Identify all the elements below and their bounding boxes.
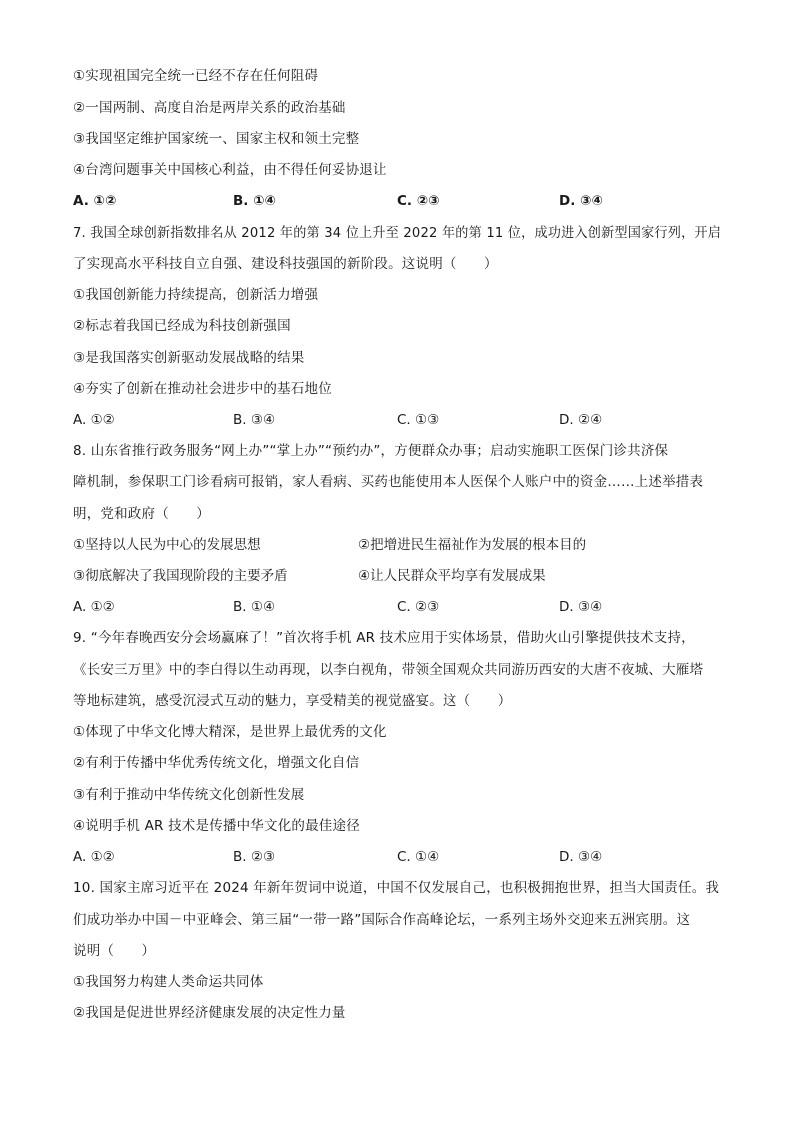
q7-item-1: ①我国创新能力持续提高，创新活力增强 xyxy=(73,287,319,303)
q9-item-2: ②有利于传播中华优秀传统文化，增强文化自信 xyxy=(73,755,360,771)
q9-option-d: D. ③④ xyxy=(559,849,603,865)
q8-option-a: A. ①② xyxy=(73,599,115,615)
q9-item-1: ①体现了中华文化博大精深，是世界上最优秀的文化 xyxy=(73,724,387,740)
q7-option-b: B. ③④ xyxy=(233,412,276,428)
q10-stem-line-3: 说明（ ） xyxy=(73,943,156,959)
q8-stem-line-1: 8. 山东省推行政务服务“网上办”“掌上办”“预约办”，方便群众办事；启动实施职工医保门诊共济保 xyxy=(73,443,669,459)
q9-option-b: B. ②③ xyxy=(233,849,276,865)
q8-item-1: ①坚持以人民为中心的发展思想 xyxy=(73,537,261,553)
q6-option-d: D. ③④ xyxy=(559,193,603,209)
q7-stem-line-1: 7. 我国全球创新指数排名从 2012 年的第 34 位上升至 2022 年的第 11 位，成功进入创新型国家行列，开启 xyxy=(73,225,722,241)
q8-option-d: D. ③④ xyxy=(559,599,603,615)
q8-option-b: B. ①④ xyxy=(233,599,276,615)
q6-item-2: ②一国两制、高度自治是两岸关系的政治基础 xyxy=(73,100,346,116)
q7-option-c: C. ①③ xyxy=(397,412,440,428)
q8-item-3: ③彻底解决了我国现阶段的主要矛盾 xyxy=(73,568,288,584)
q10-stem-line-2: 们成功举办中国－中亚峰会、第三届“一带一路”国际合作高峰论坛，一系列主场外交迎来五洲宾朋。这 xyxy=(73,912,691,928)
q7-item-4: ④夯实了创新在推动社会进步中的基石地位 xyxy=(73,381,332,397)
q9-item-3: ③有利于推动中华传统文化创新性发展 xyxy=(73,787,305,803)
q10-item-2: ②我国是促进世界经济健康发展的决定性力量 xyxy=(73,1005,346,1021)
q10-stem-line-1: 10. 国家主席习近平在 2024 年新年贺词中说道，中国不仅发展自己，也积极拥抱世界，担当大国责任。我 xyxy=(73,880,720,896)
q7-option-d: D. ②④ xyxy=(559,412,603,428)
q6-item-4: ④台湾问题事关中国核心利益，由不得任何妥协退让 xyxy=(73,162,387,178)
q9-stem-line-2: 《长安三万里》中的李白得以生动再现，以李白视角，带领全国观众共同游历西安的大唐不夜城、大雁塔 xyxy=(73,662,704,678)
q7-item-2: ②标志着我国已经成为科技创新强国 xyxy=(73,318,291,334)
q8-option-c: C. ②③ xyxy=(397,599,440,615)
q8-items-row-2 xyxy=(73,567,773,585)
q7-item-3: ③是我国落实创新驱动发展战略的结果 xyxy=(73,350,305,366)
q10-item-1: ①我国努力构建人类命运共同体 xyxy=(73,974,264,990)
q7-options xyxy=(73,411,773,429)
q6-item-1: ①实现祖国完全统一已经不存在任何阻碍 xyxy=(73,68,319,84)
q9-option-a: A. ①② xyxy=(73,849,115,865)
q6-item-3: ③我国坚定维护国家统一、国家主权和领土完整 xyxy=(73,131,360,147)
q6-option-b: B. ①④ xyxy=(233,193,276,209)
q7-stem-line-2: 了实现高水平科技自立自强、建设科技强国的新阶段。这说明（ ） xyxy=(73,256,498,272)
q9-stem-line-1: 9. “今年春晚西安分会场赢麻了！”首次将手机 AR 技术应用于实体场景，借助火山引擎提供技术支持， xyxy=(73,630,695,646)
q9-options xyxy=(73,848,773,866)
q9-item-4: ④说明手机 AR 技术是传播中华文化的最佳途径 xyxy=(73,818,360,834)
q8-stem-line-3: 明，党和政府（ ） xyxy=(73,506,210,522)
q8-item-2: ②把增进民生福祉作为发展的根本目的 xyxy=(358,537,587,553)
q8-stem-line-2: 障机制，参保职工门诊看病可报销，家人看病、买药也能使用本人医保个人账户中的资金……上述举措表 xyxy=(73,474,704,490)
q6-option-c: C. ②③ xyxy=(397,193,440,209)
q9-stem-line-3: 等地标建筑，感受沉浸式互动的魅力，享受精美的视觉盛宴。这（ ） xyxy=(73,693,512,709)
q8-options xyxy=(73,598,773,616)
q6-options xyxy=(73,192,773,210)
q9-option-c: C. ①④ xyxy=(397,849,440,865)
q8-items-row-1 xyxy=(73,536,773,554)
q6-option-a: A. ①② xyxy=(73,193,117,209)
q8-item-4: ④让人民群众平均享有发展成果 xyxy=(358,568,546,584)
q7-option-a: A. ①② xyxy=(73,412,115,428)
